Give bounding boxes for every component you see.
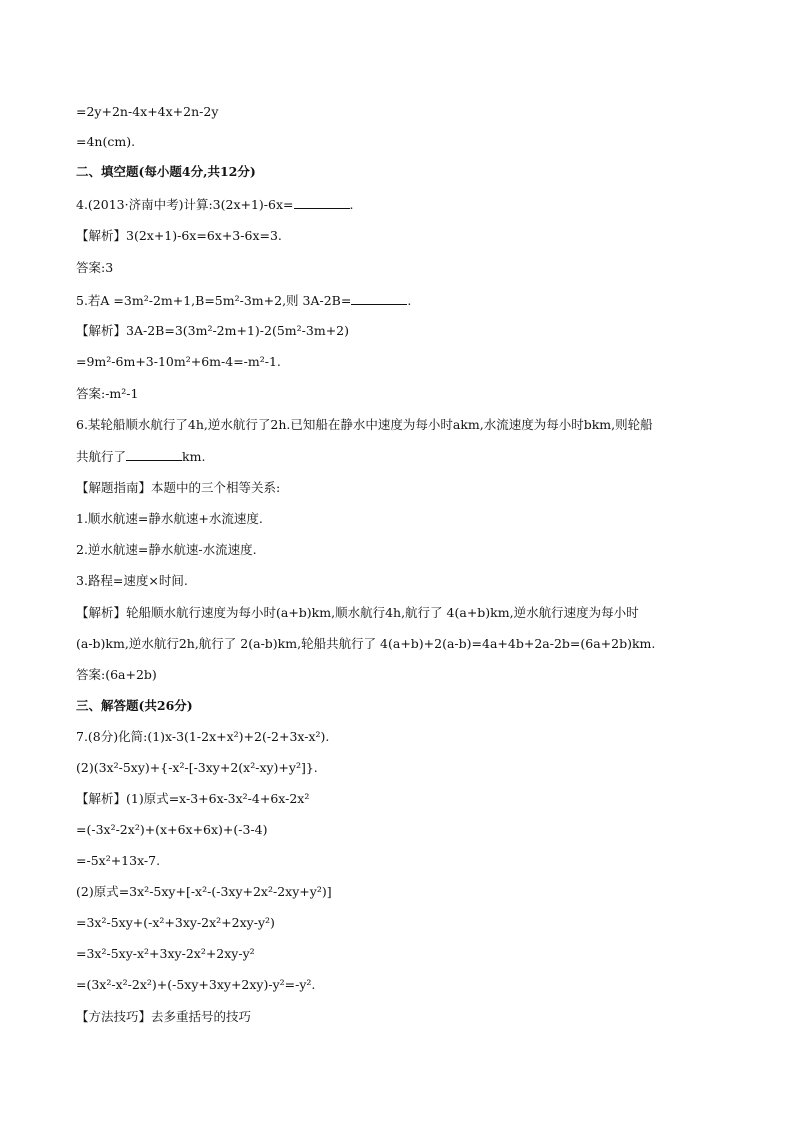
solution-line: =3x²-5xy-x²+3xy-2x²+2xy-y² <box>76 946 255 961</box>
question-text: 共航行了 <box>76 449 127 464</box>
solution-line: =-5x²+13x-7. <box>76 853 161 868</box>
answer-blank <box>126 448 182 461</box>
answer-blank <box>351 292 407 305</box>
hint-line: 2.逆水航速=静水航速-水流速度. <box>76 542 257 557</box>
tip-heading: 【方法技巧】去多重括号的技巧 <box>76 1009 252 1024</box>
text-line: =4n(cm). <box>76 134 136 149</box>
question-4 <box>76 196 354 213</box>
solution-line: (2)原式=3x²-5xy+[-x²-(-3xy+2x²-2xy+y²)] <box>76 884 332 899</box>
question-text: 4.(2013·济南中考)计算:3(2x+1)-6x= <box>76 197 294 212</box>
question-6: 6.某轮船顺水航行了4h,逆水航行了2h.已知船在静水中速度为每小时akm,水流速度为每小时bkm,则轮船 <box>76 417 653 432</box>
text-line: =2y+2n-4x+4x+2n-2y <box>76 104 219 119</box>
solution-line: =3x²-5xy+(-x²+3xy-2x²+2xy-y²) <box>76 915 275 930</box>
answer-line: 答案:-m²-1 <box>76 386 139 401</box>
solution-line: =(3x²-x²-2x²)+(-5xy+3xy+2xy)-y²=-y². <box>76 977 316 992</box>
question-end: km. <box>182 449 206 464</box>
question-5 <box>76 292 411 309</box>
solution-line: 【解析】3(2x+1)-6x=6x+3-6x=3. <box>76 228 282 243</box>
answer-line: 答案:(6a+2b) <box>76 667 157 682</box>
solution-line: 【解析】(1)原式=x-3+6x-3x²-4+6x-2x² <box>76 791 310 806</box>
solution-line: =(-3x²-2x²)+(x+6x+6x)+(-3-4) <box>76 822 268 837</box>
question-end: . <box>407 293 412 308</box>
answer-blank <box>294 196 350 209</box>
question-7-part2: (2)(3x²-5xy)+{-x²-[-3xy+2(x²-xy)+y²]}. <box>76 760 318 775</box>
question-7: 7.(8分)化简:(1)x-3(1-2x+x²)+2(-2+3x-x²). <box>76 729 330 744</box>
question-text: 5.若A =3m²-2m+1,B=5m²-3m+2,则 3A-2B= <box>76 293 352 308</box>
hint-line: 3.路程=速度×时间. <box>76 573 188 588</box>
solution-line: 【解析】3A-2B=3(3m²-2m+1)-2(5m²-3m+2) <box>76 323 349 338</box>
question-end: . <box>349 197 354 212</box>
hint-line: 【解题指南】本题中的三个相等关系: <box>76 480 281 495</box>
solution-line: 【解析】轮船顺水航行速度为每小时(a+b)km,顺水航行4h,航行了 4(a+b)km,逆水航行速度为每小时 <box>76 605 639 620</box>
section-heading: 二、填空题(每小题4分,共12分) <box>76 164 256 179</box>
answer-line: 答案:3 <box>76 260 114 275</box>
hint-line: 1.顺水航速=静水航速+水流速度. <box>76 511 263 526</box>
solution-line: =9m²-6m+3-10m²+6m-4=-m²-1. <box>76 354 281 369</box>
section-heading: 三、解答题(共26分) <box>76 698 193 713</box>
question-6-cont <box>76 448 205 465</box>
solution-line: (a-b)km,逆水航行2h,航行了 2(a-b)km,轮船共航行了 4(a+b)+2(a-b)=4a+4b+2a-2b=(6a+2b)km. <box>76 636 656 651</box>
